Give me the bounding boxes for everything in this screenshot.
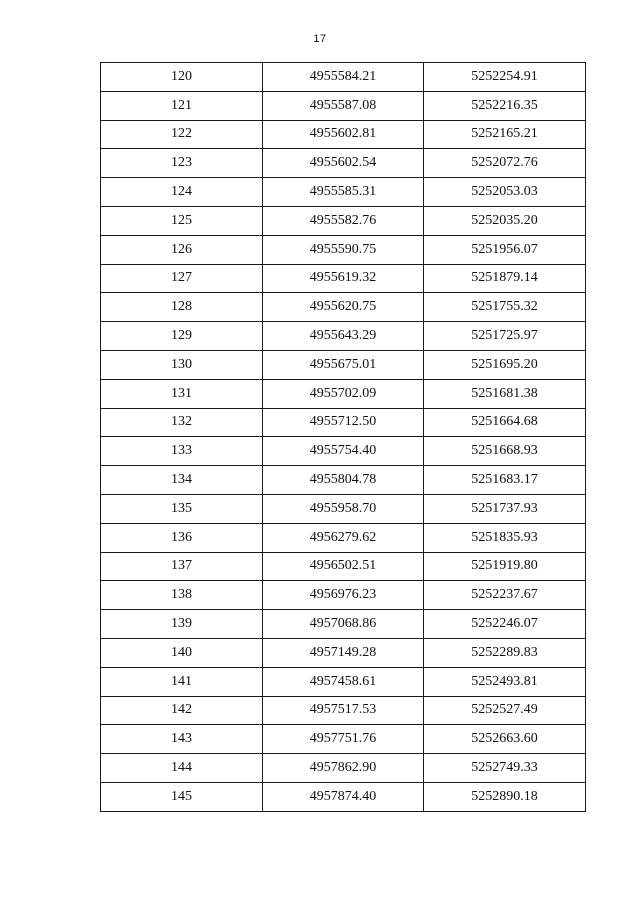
point-number-cell: 123	[101, 149, 263, 178]
x-coordinate-cell: 4955602.81	[263, 120, 424, 149]
table-row	[101, 466, 586, 495]
point-number-cell: 133	[101, 437, 263, 466]
table-row	[101, 725, 586, 754]
y-coordinate-cell: 5252237.67	[424, 581, 586, 610]
y-coordinate-cell: 5252053.03	[424, 178, 586, 207]
y-coordinate-cell: 5251737.93	[424, 494, 586, 523]
table-row	[101, 638, 586, 667]
x-coordinate-cell: 4957517.53	[263, 696, 424, 725]
point-number-cell: 127	[101, 264, 263, 293]
table-row	[101, 610, 586, 639]
table-row	[101, 206, 586, 235]
x-coordinate-cell: 4955584.21	[263, 63, 424, 92]
table-row	[101, 350, 586, 379]
table-row	[101, 149, 586, 178]
y-coordinate-cell: 5251683.17	[424, 466, 586, 495]
y-coordinate-cell: 5251956.07	[424, 235, 586, 264]
point-number-cell: 137	[101, 552, 263, 581]
x-coordinate-cell: 4957068.86	[263, 610, 424, 639]
point-number-cell: 135	[101, 494, 263, 523]
table-row	[101, 523, 586, 552]
y-coordinate-cell: 5252072.76	[424, 149, 586, 178]
table-row	[101, 91, 586, 120]
y-coordinate-cell: 5252246.07	[424, 610, 586, 639]
point-number-cell: 132	[101, 408, 263, 437]
y-coordinate-cell: 5251664.68	[424, 408, 586, 437]
point-number-cell: 129	[101, 322, 263, 351]
x-coordinate-cell: 4955754.40	[263, 437, 424, 466]
x-coordinate-cell: 4957751.76	[263, 725, 424, 754]
x-coordinate-cell: 4956279.62	[263, 523, 424, 552]
point-number-cell: 139	[101, 610, 263, 639]
coordinates-table	[100, 62, 586, 812]
point-number-cell: 125	[101, 206, 263, 235]
table-row	[101, 178, 586, 207]
x-coordinate-cell: 4955643.29	[263, 322, 424, 351]
table-row	[101, 379, 586, 408]
x-coordinate-cell: 4955702.09	[263, 379, 424, 408]
y-coordinate-cell: 5252493.81	[424, 667, 586, 696]
point-number-cell: 138	[101, 581, 263, 610]
table-row	[101, 264, 586, 293]
x-coordinate-cell: 4955585.31	[263, 178, 424, 207]
point-number-cell: 145	[101, 782, 263, 811]
x-coordinate-cell: 4955620.75	[263, 293, 424, 322]
table-row	[101, 408, 586, 437]
point-number-cell: 124	[101, 178, 263, 207]
x-coordinate-cell: 4957149.28	[263, 638, 424, 667]
point-number-cell: 143	[101, 725, 263, 754]
x-coordinate-cell: 4955712.50	[263, 408, 424, 437]
point-number-cell: 144	[101, 754, 263, 783]
x-coordinate-cell: 4955675.01	[263, 350, 424, 379]
y-coordinate-cell: 5252254.91	[424, 63, 586, 92]
table-row	[101, 696, 586, 725]
point-number-cell: 141	[101, 667, 263, 696]
x-coordinate-cell: 4955958.70	[263, 494, 424, 523]
table-row	[101, 120, 586, 149]
x-coordinate-cell: 4955587.08	[263, 91, 424, 120]
point-number-cell: 131	[101, 379, 263, 408]
table-row	[101, 235, 586, 264]
point-number-cell: 121	[101, 91, 263, 120]
table-row	[101, 322, 586, 351]
x-coordinate-cell: 4955602.54	[263, 149, 424, 178]
y-coordinate-cell: 5252035.20	[424, 206, 586, 235]
x-coordinate-cell: 4956502.51	[263, 552, 424, 581]
table-row	[101, 63, 586, 92]
y-coordinate-cell: 5252663.60	[424, 725, 586, 754]
point-number-cell: 120	[101, 63, 263, 92]
y-coordinate-cell: 5251879.14	[424, 264, 586, 293]
x-coordinate-cell: 4955582.76	[263, 206, 424, 235]
x-coordinate-cell: 4957862.90	[263, 754, 424, 783]
y-coordinate-cell: 5251835.93	[424, 523, 586, 552]
y-coordinate-cell: 5251681.38	[424, 379, 586, 408]
x-coordinate-cell: 4957874.40	[263, 782, 424, 811]
table-row	[101, 581, 586, 610]
page-number: 17	[313, 33, 327, 45]
table-row	[101, 552, 586, 581]
x-coordinate-cell: 4955804.78	[263, 466, 424, 495]
x-coordinate-cell: 4956976.23	[263, 581, 424, 610]
table-row	[101, 437, 586, 466]
point-number-cell: 128	[101, 293, 263, 322]
x-coordinate-cell: 4955590.75	[263, 235, 424, 264]
y-coordinate-cell: 5251919.80	[424, 552, 586, 581]
y-coordinate-cell: 5251755.32	[424, 293, 586, 322]
table-row	[101, 754, 586, 783]
y-coordinate-cell: 5251695.20	[424, 350, 586, 379]
y-coordinate-cell: 5252289.83	[424, 638, 586, 667]
table-row	[101, 494, 586, 523]
y-coordinate-cell: 5252890.18	[424, 782, 586, 811]
y-coordinate-cell: 5251725.97	[424, 322, 586, 351]
table-row	[101, 667, 586, 696]
y-coordinate-cell: 5251668.93	[424, 437, 586, 466]
y-coordinate-cell: 5252216.35	[424, 91, 586, 120]
point-number-cell: 140	[101, 638, 263, 667]
point-number-cell: 142	[101, 696, 263, 725]
point-number-cell: 134	[101, 466, 263, 495]
coordinates-table-body	[101, 63, 586, 812]
point-number-cell: 122	[101, 120, 263, 149]
y-coordinate-cell: 5252527.49	[424, 696, 586, 725]
table-row	[101, 293, 586, 322]
point-number-cell: 126	[101, 235, 263, 264]
x-coordinate-cell: 4957458.61	[263, 667, 424, 696]
x-coordinate-cell: 4955619.32	[263, 264, 424, 293]
y-coordinate-cell: 5252165.21	[424, 120, 586, 149]
y-coordinate-cell: 5252749.33	[424, 754, 586, 783]
table-row	[101, 782, 586, 811]
point-number-cell: 130	[101, 350, 263, 379]
point-number-cell: 136	[101, 523, 263, 552]
